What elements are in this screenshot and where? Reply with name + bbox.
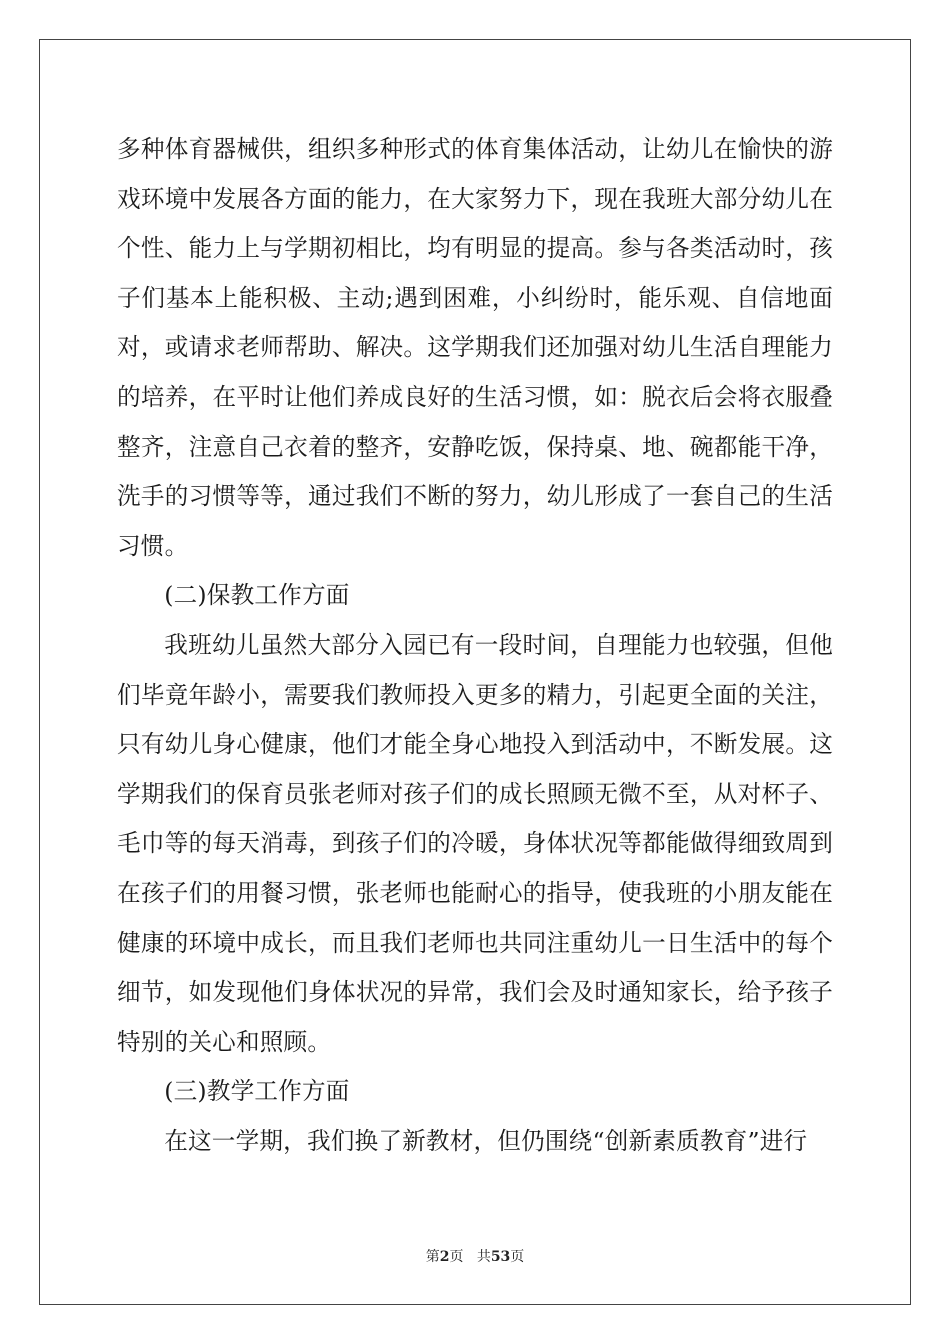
footer-total-pages: 53	[490, 1249, 511, 1265]
page-footer	[0, 1247, 950, 1267]
paragraph-body-1: 多种体育器械供，组织多种形式的体育集体活动，让幼儿在愉快的游戏环境中发展各方面的能力，在大家努力下，现在我班大部分幼儿在个性、能力上与学期初相比，均有明显的提高。参与各类活动时，孩子们基本上能积极、主动;遇到困难，小纠纷时，能乐观、自信地面对，或请求老师帮助、解决。这学期我们还加强对幼儿生活自理能力的培养，在平时让他们养成良好的生活习惯，如：脱衣后会将衣服叠整齐，注意自己衣着的整齐，安静吃饭，保持桌、地、碗都能干净，洗手的习惯等等，通过我们不断的努力，幼儿形成了一套自己的生活习惯。	[117, 135, 833, 560]
paragraph-body-2: 我班幼儿虽然大部分入园已有一段时间，自理能力也较强，但他们毕竟年龄小，需要我们教师投入更多的精力，引起更全面的关注，只有幼儿身心健康，他们才能全身心地投入到活动中，不断发展。这学期我们的保育员张老师对孩子们的成长照顾无微不至，从对杯子、毛巾等的每天消毒，到孩子们的冷暖，身体状况等都能做得细致周到在孩子们的用餐习惯，张老师也能耐心的指导，使我班的小朋友能在健康的环境中成长，而且我们老师也共同注重幼儿一日生活中的每个细节，如发现他们身体状况的异常，我们会及时通知家长，给予孩子特别的关心和照顾。	[117, 630, 833, 1056]
footer-total-suffix: 页	[510, 1249, 525, 1265]
footer-page-prefix: 第	[425, 1249, 440, 1265]
section-heading-3: (三)教学工作方面	[164, 1077, 350, 1106]
footer-page-suffix: 页	[449, 1249, 464, 1265]
section-heading-2: (二)保教工作方面	[164, 581, 350, 610]
paragraph-body-3: 在这一学期，我们换了新教材，但仍围绕“创新素质教育”进行	[164, 1126, 808, 1155]
footer-page-current: 2	[439, 1249, 450, 1265]
footer-total-prefix: 共	[476, 1249, 491, 1265]
document-body	[117, 125, 833, 1166]
